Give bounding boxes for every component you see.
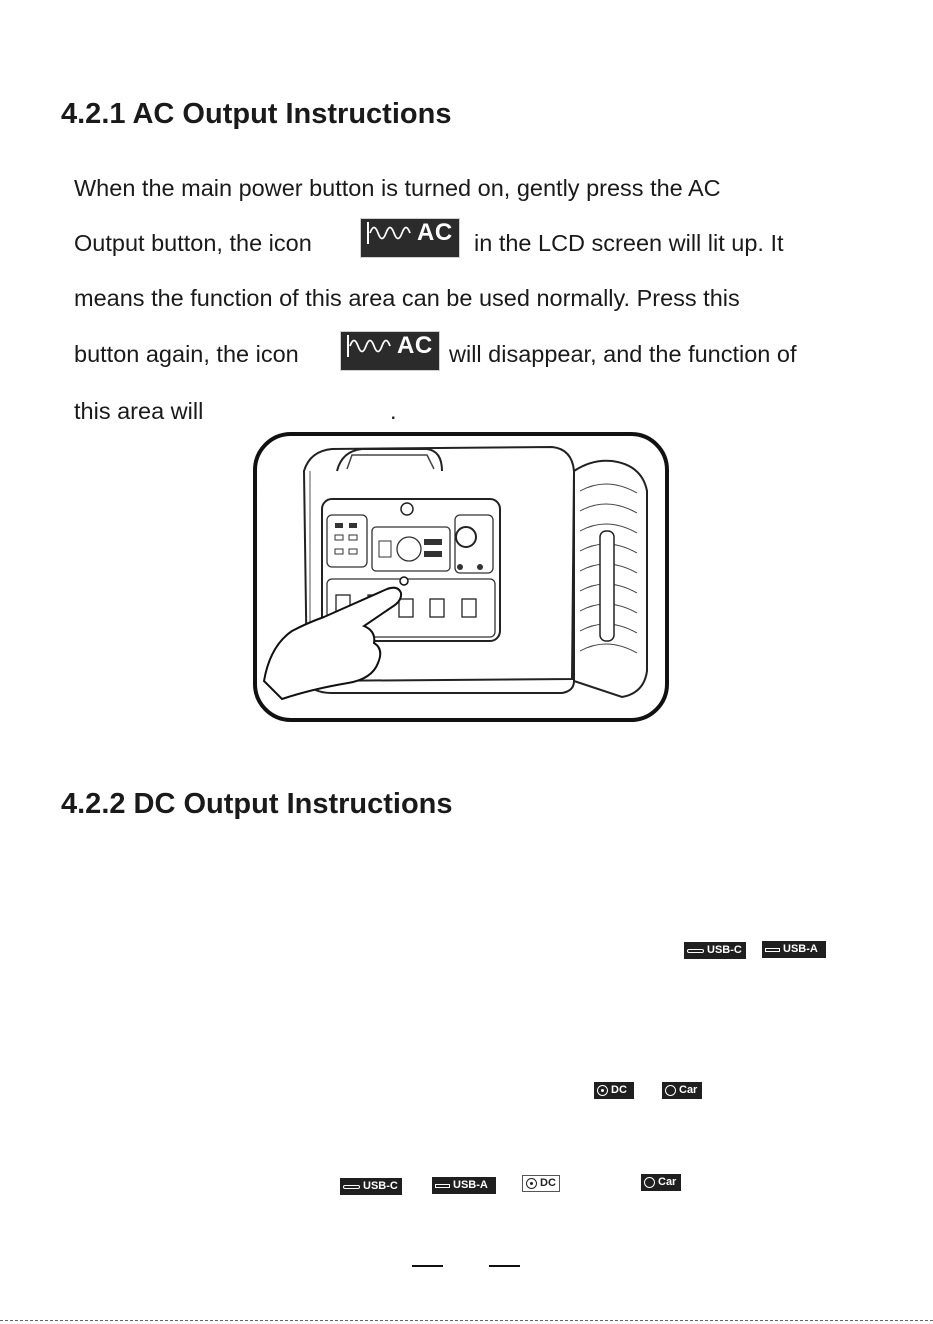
usb-a-port-icon [435,1184,450,1188]
ac-paragraph-line-3: means the function of this area can be used normally. Press this [74,284,740,311]
car-chip-1: Car [662,1082,702,1099]
ac-paragraph-line-2: Output button, the icon [74,229,312,256]
ac-paragraph-line-2-tail: in the LCD screen will lit up. It [474,229,784,256]
dc-port-icon [526,1178,537,1189]
ac-wave-icon [365,220,413,246]
usb-c-chip-2: USB-C [340,1178,402,1195]
usb-a-chip-2: USB-A [432,1177,496,1194]
ac-paragraph-line-4-tail: will disappear, and the function of [449,340,797,367]
usb-c-port-icon [343,1185,360,1189]
car-port-icon [665,1085,676,1096]
usb-a-chip-1: USB-A [762,941,826,958]
section-heading-dc: 4.2.2 DC Output Instructions [61,788,453,820]
ac-paragraph-period: . [390,397,397,424]
usb-c-port-icon [687,949,704,953]
dc-port-icon [597,1085,608,1096]
ac-paragraph-line-5: this area will [74,397,204,424]
dc-chip-1: DC [594,1082,634,1099]
usb-a-port-icon [765,948,780,952]
ac-paragraph-line-4: button again, the icon [74,340,299,367]
ac-status-icon-1: AC [360,218,460,258]
car-chip-2: Car [641,1174,681,1191]
page-bottom-rule [0,1320,933,1321]
dc-chip-2: DC [522,1175,560,1192]
ac-paragraph-line-1: When the main power button is turned on, gently press the AC [74,174,721,201]
car-port-icon [644,1177,655,1188]
underline-mark-2 [489,1265,520,1267]
ac-wave-icon [345,333,393,359]
section-heading-ac: 4.2.1 AC Output Instructions [61,98,452,130]
usb-c-chip-1: USB-C [684,942,746,959]
power-station-illustration [252,431,670,723]
underline-mark-1 [412,1265,443,1267]
ac-status-icon-2: AC [340,331,440,371]
